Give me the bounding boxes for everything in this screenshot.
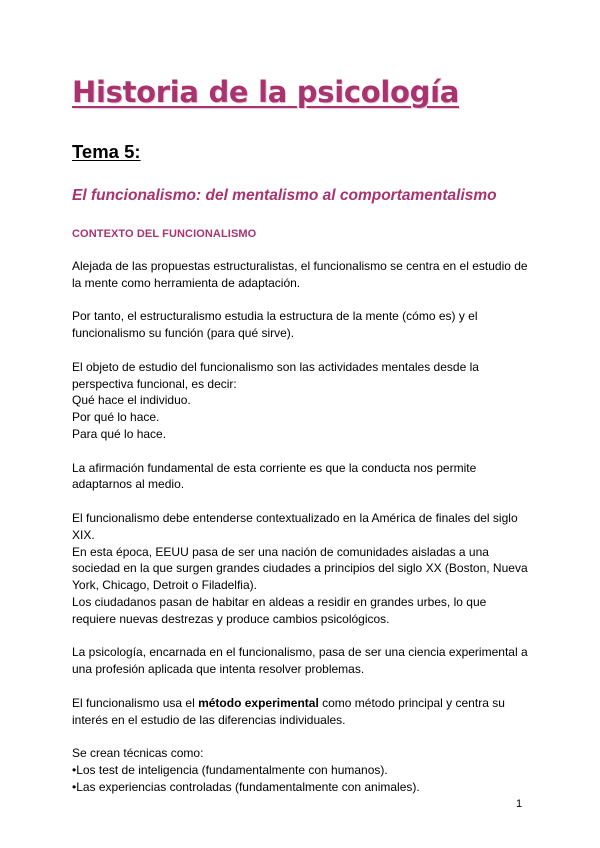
topic-number: Tema 5: xyxy=(72,141,141,162)
paragraph-object-of-study xyxy=(72,359,532,443)
list-item: Qué hace el individuo. xyxy=(72,393,191,408)
list-item: Para qué lo hace. xyxy=(72,426,167,441)
paragraph-experimental-method xyxy=(72,695,532,729)
paragraph-fundamental-claim: La afirmación fundamental de esta corriente es que la conducta nos permite adaptarnos al medio. xyxy=(72,460,477,492)
method-emphasis: método experimental xyxy=(198,695,319,710)
page-number: 1 xyxy=(516,798,523,810)
paragraph-adaptation: Alejada de las propuestas estructuralistas, el funcionalismo se centra en el estudio de la mente como herramienta de adaptación. xyxy=(72,259,528,290)
list-item: •Los test de inteligencia (fundamentalmente con humanos). xyxy=(72,762,388,777)
list-item: Por qué lo hace. xyxy=(72,410,160,425)
document-title: Historia de la psicología xyxy=(72,75,460,109)
paragraph-historical-context xyxy=(72,510,532,628)
paragraph-techniques xyxy=(72,745,532,795)
context-citizens: Los ciudadanos pasan de habitar en aldeas a residir en grandes urbes, lo que requiere nuevas destrezas y produce cambios psicológicos. xyxy=(72,594,487,626)
paragraph-applied-profession: La psicología, encarnada en el funcionalismo, pasa de ser una ciencia experimental a una profesión aplicada que intenta resolver problemas. xyxy=(72,645,528,677)
list-item: •Las experiencias controladas (fundamentalmente con animales). xyxy=(72,779,420,794)
object-of-study-intro: El objeto de estudio del funcionalismo son las actividades mentales desde la perspectiva funcional, es decir: xyxy=(72,359,479,391)
topic-subtitle: El funcionalismo: del mentalismo al comportamentalismo xyxy=(72,187,497,204)
body-text xyxy=(72,258,532,812)
context-cities: En esta época, EEUU pasa de ser una nación de comunidades aisladas a una sociedad en la que surgen grandes ciudades a principios del siglo XX (Boston, Nueva York, Chicago, Detroit o Filadelfia). xyxy=(72,544,528,593)
techniques-intro: Se crean técnicas como: xyxy=(72,746,204,761)
method-text-after: como método principal y centra su interés en el estudio de las diferencias individuales. xyxy=(72,695,505,727)
context-america: El funcionalismo debe entenderse contextualizado en la América de finales del siglo XIX. xyxy=(72,510,518,542)
paragraph-structure-vs-function: Por tanto, el estructuralismo estudia la estructura de la mente (cómo es) y el funcionalismo su función (para qué sirve). xyxy=(72,309,478,341)
method-text-before: El funcionalismo usa el xyxy=(72,695,199,710)
section-heading: CONTEXTO DEL FUNCIONALISMO xyxy=(72,228,257,240)
